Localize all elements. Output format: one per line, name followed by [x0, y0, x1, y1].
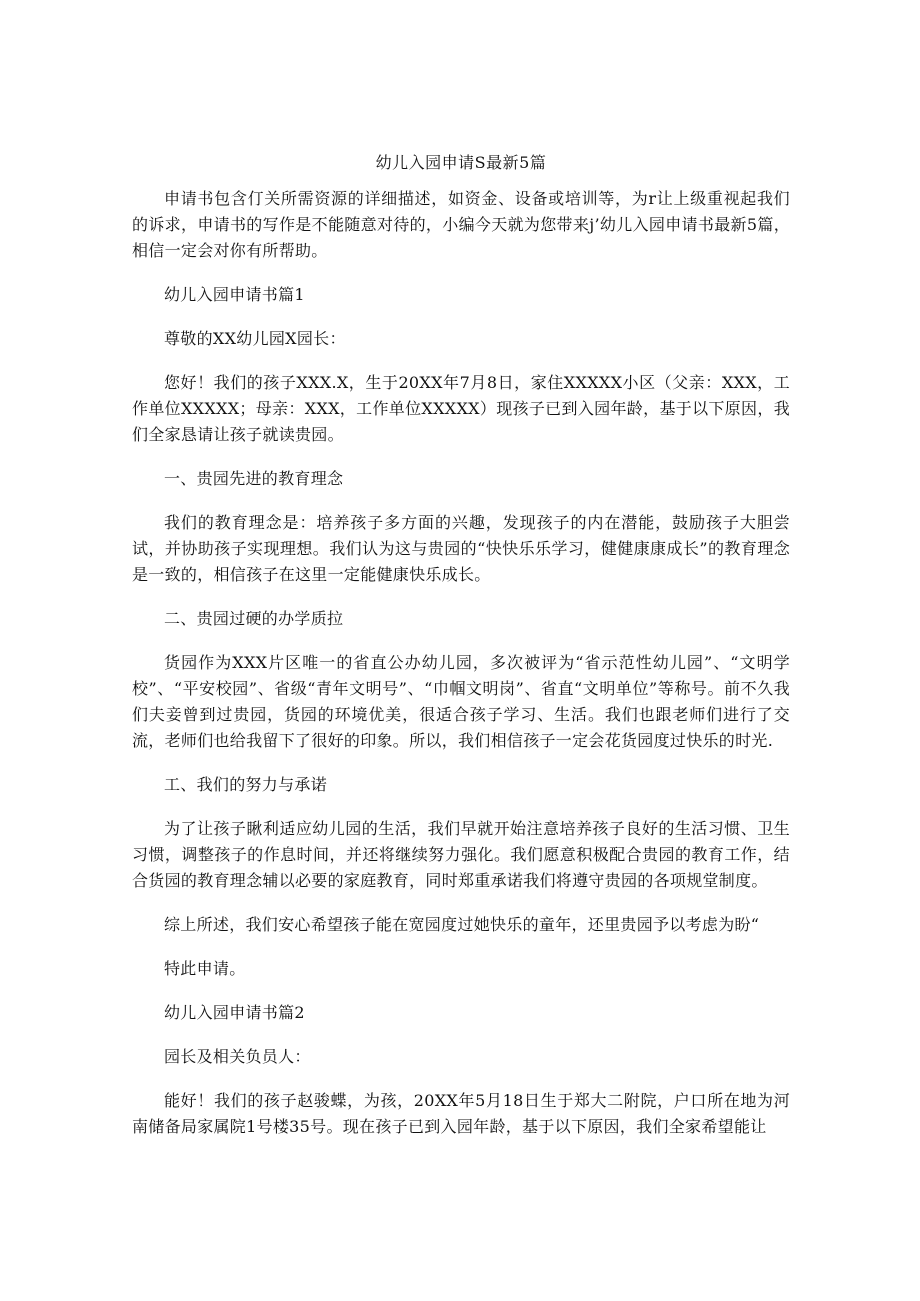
body-paragraph: 为了让孩子瞅利适应幼儿园的生活，我们早就开始注意培养孩子良好的生活习惯、卫生习惯，调整孩子的作息时间，并还将继续努力强化。我们愿意积极配合贵园的教育工作，结合货园的教育理念辅以必要的家庭教育，同时郑重承诺我们将遵守贵园的各项规堂制度。 — [132, 819, 790, 890]
document-page — [132, 150, 790, 1158]
closing-line: 特此申请。 — [164, 959, 246, 978]
body-paragraph: 货园作为XXX片区唯一的省直公办幼儿园，多次被评为“省示范性幼儿园”、“文明学校”、“平安校园”、省级“青年文明号”、“巾帼文明岗”、省直“文明单位”等称号。前不久我们夫妾曾到过贵园，货园的环境优美，很适合孩子学习、生活。我们也跟老师们进行了交流，老师们也给我留下了很好的印象。所以，我们相信孩子一定会花货园度过快乐的时光. — [132, 653, 790, 750]
document-title: 幼儿入园申请S最新5篇 — [375, 153, 547, 172]
section-heading: 幼儿入园申请书篇1 — [164, 285, 305, 304]
salutation: 尊敬的XX幼儿园X园长： — [164, 329, 346, 348]
subheading: 一、贵园先进的教育理念 — [164, 469, 344, 488]
salutation: 园长及相关负员人： — [164, 1047, 311, 1066]
body-paragraph: 您好！我们的孩子XXX.X，生于20XX年7月8日，家住XXXXX小区（父亲：XXX，工作单位XXXXX；母亲：XXX，工作单位XXXXX）现孩子已到入园年龄，基于以下原因，我们全家恳请让孩子就读贵园。 — [132, 373, 790, 444]
section-heading: 幼儿入园申请书篇2 — [164, 1003, 305, 1022]
body-paragraph: 能好！我们的孩子赵骏蝶，为孩，20XX年5月18日生于郑大二附院，户口所在地为河南储备局家属院1号楼35号。现在孩子已到入园年龄，基于以下原因，我们全家希望能让 — [132, 1091, 790, 1136]
body-paragraph: 综上所述，我们安心希望孩子能在宽园度过她快乐的童年，还里贵园予以考虑为盼“ — [164, 915, 760, 934]
subheading: 工、我们的努力与承诺 — [164, 775, 328, 794]
subheading: 二、贵园过硬的办学质拉 — [164, 609, 344, 628]
intro-paragraph: 申请书包含仃关所需资源的详细描述，如资金、设备或培训等，为r让上级重视起我们的诉求，申请书的写作是不能随意对待的，小编今天就为您带来j’幼儿入园申请书最新5篇，相信一定会对你有所帮助。 — [132, 189, 790, 260]
body-paragraph: 我们的教育理念是：培养孩子多方面的兴趣，发现孩子的内在潜能，鼓励孩子大胆尝试，并协助孩子实现理想。我们认为这与贵园的“快快乐乐学习，健健康康成长”的教育理念是一致的，相信孩子在这里一定能健康快乐成长。 — [132, 513, 790, 584]
